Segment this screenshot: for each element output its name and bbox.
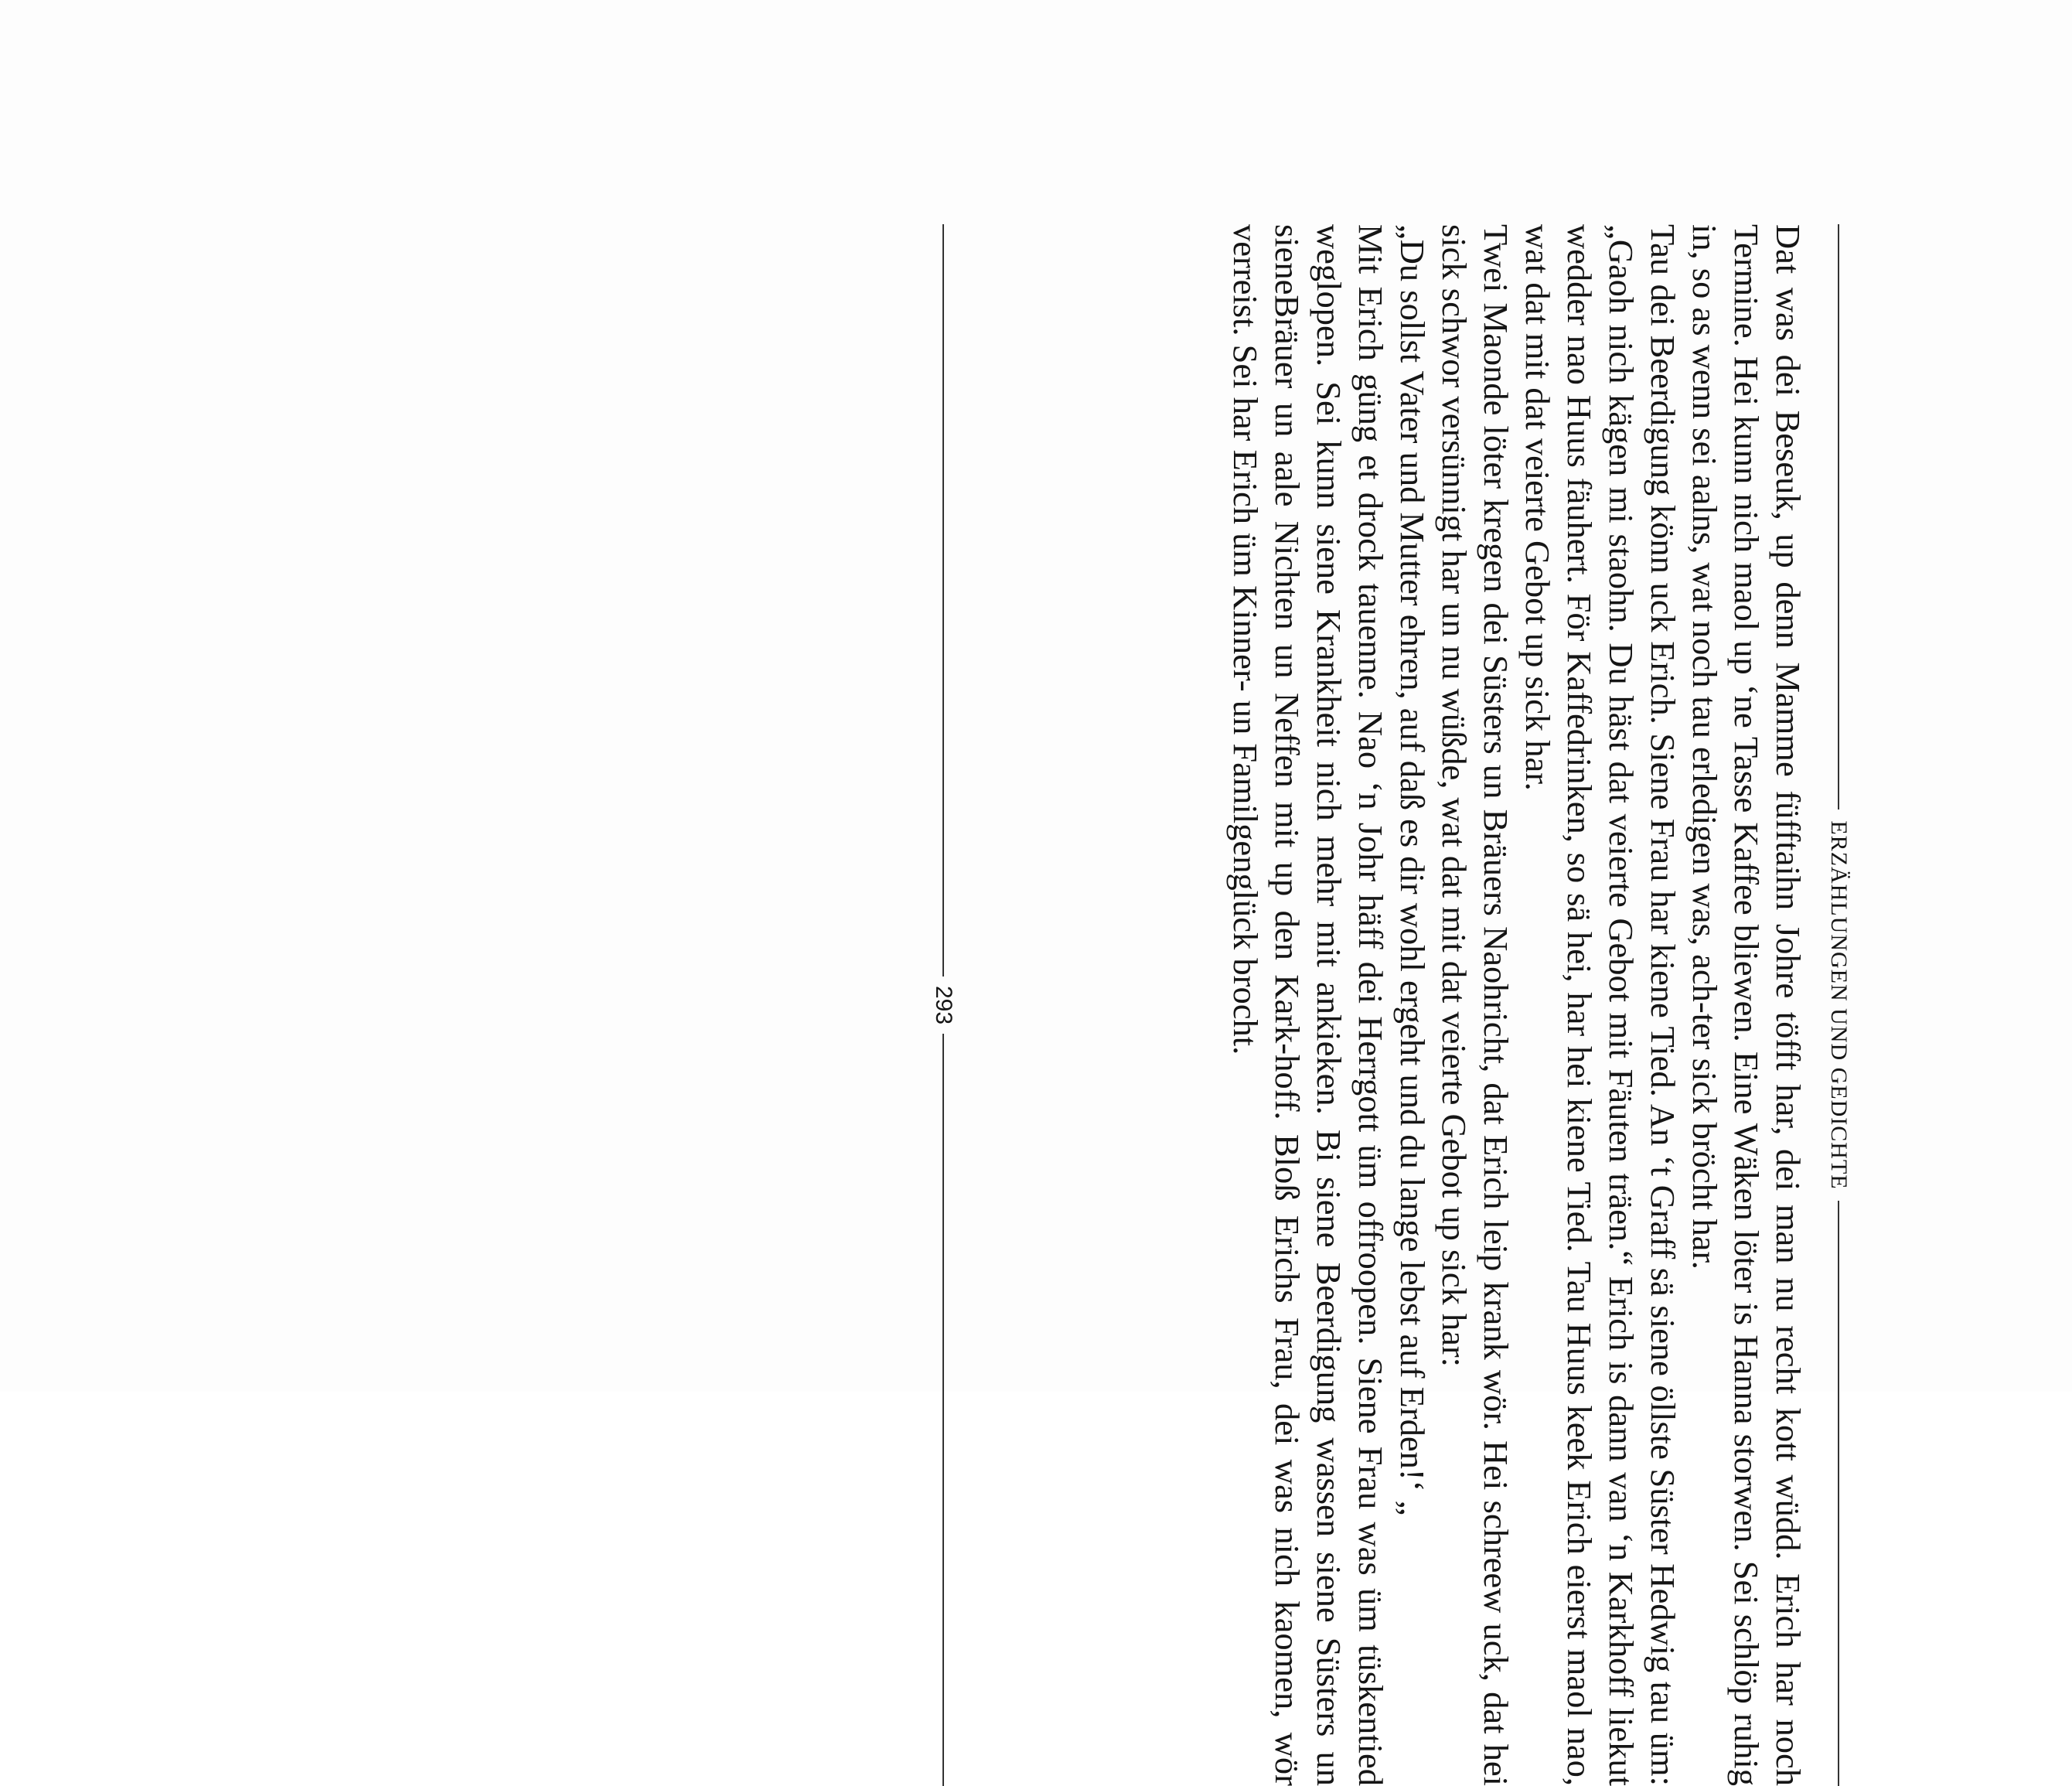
footer-rule-left (942, 224, 944, 977)
page-number: 293 (931, 985, 956, 1025)
running-header (1823, 224, 1854, 1786)
paragraph: „Du sollst Vater und Mutter ehren, auf daß es dir wohl ergeht und du lange lebst auf Erden!‘ „ (1393, 224, 1432, 1516)
header-title: ERZÄHLUNGEN UND GEDICHTE (1826, 820, 1852, 1190)
paragraph: Mit Erich güng et drock tauenne. Nao ‘n Johr häff dei Herrgott üm offroopen. Siene Frau was üm tüskentied weglopen. Sei kunn siene Krankheit nich mehr mit ankieken. Bi siene Beerdigung wassen siene Süsters un sieneBräuer un aale Nichten un Neffen mit up den Kark-hoff. Bloß Erichs Frau, dei was nich kaomen, wör verreist. Sei har Erich üm Kinner- un Familgenglück brocht. (1226, 224, 1390, 1786)
paragraph: Tau dei Beerdigung könn uck Erich. Siene Frau har kiene Tied. An ‘t Graff sä siene öllste Süster Hedwig tau üm: „Gaoh nich kägen mi staohn. Du häst dat veierte Gebot mit Fäuten träen.“ Erich is dann van ‘n Karkhoff liekut wedder nao Huus fäuhert. För Kaffedrinken, so sä hei, har hei kiene Tied. Tau Huus keek Erich eierst maol nao, wat dat mit dat veierte Gebot up sick har. (1518, 224, 1682, 1786)
paragraph: Dat was dei Beseuk, up denn Mamme füfftaihn Johre töfft har, dei man nu recht kott wüdd. Erich har noch Termine. Hei kunn nich maol up ‘ne Tasse Kaffee bliewen. Eine Wäken löter is Hanna storwen. Sei schlöp ruhig in, so as wenn sei aalns, wat noch tau erledigen was, ach-ter sick bröcht har. (1685, 224, 1808, 1786)
header-rule-left (1838, 224, 1839, 809)
header-rule-right (1838, 1201, 1839, 1786)
body-text (1225, 224, 1809, 1786)
page-footer (928, 224, 959, 1786)
rotated-book-page (186, 116, 1886, 1786)
paragraph: Twei Maonde löter kregen dei Süsters un Bräuers Naohricht, dat Erich leip krank wör. Hei schreew uck, dat hei sick schwor versünnigt har un nu wüßde, wat dat mit dat veierte Gebot up sick har: (1435, 224, 1515, 1786)
footer-rule-right (942, 1034, 944, 1786)
